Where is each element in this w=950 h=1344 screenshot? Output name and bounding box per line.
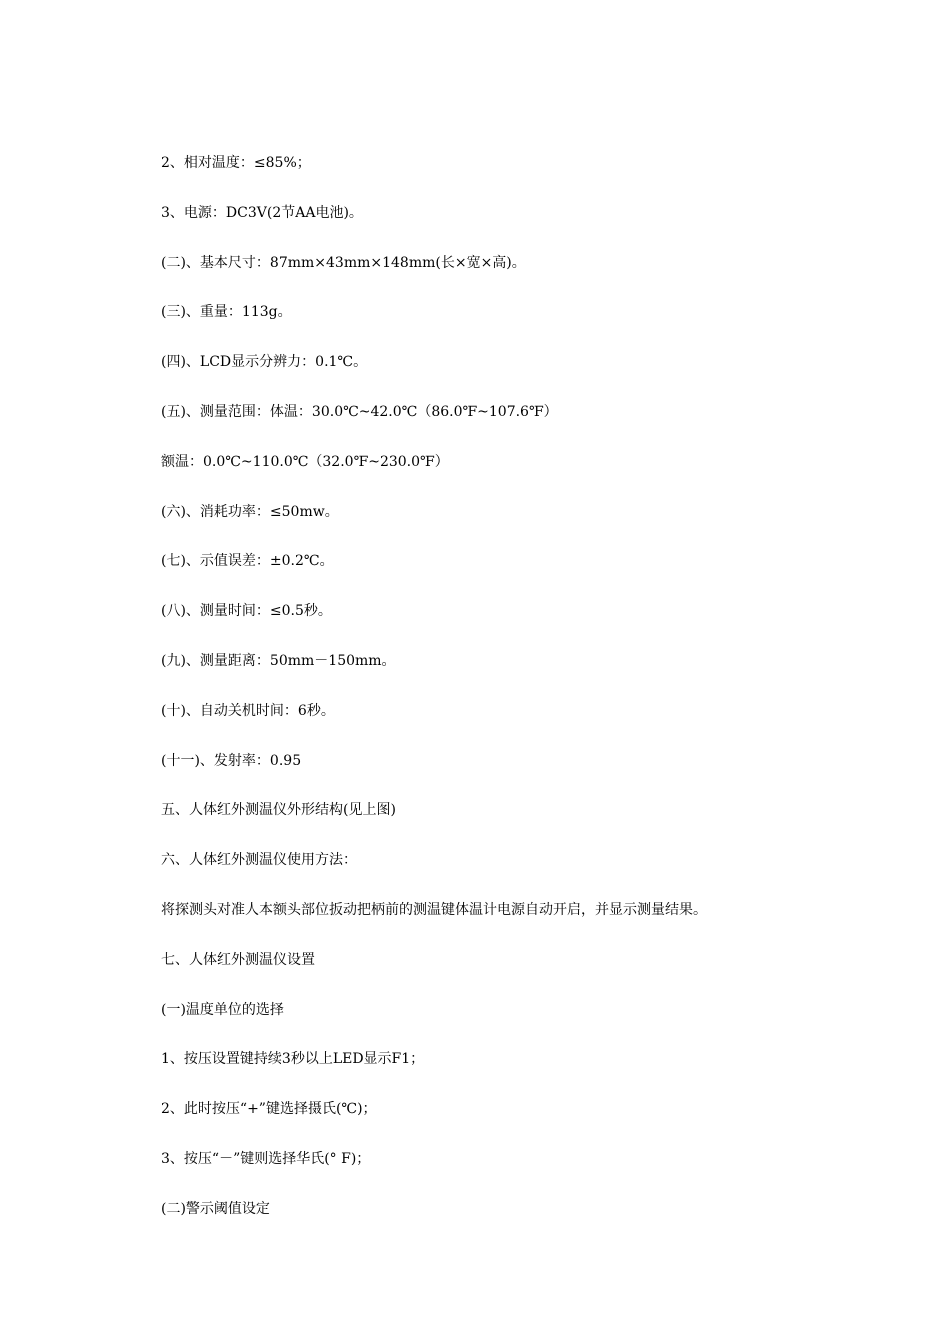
text-line-step-3: 3、按压“－”键则选择华氏(° F)；: [161, 1151, 371, 1167]
text-line-power-supply: 3、电源：DC3V(2节AA电池)。: [161, 205, 363, 221]
text-line-power-consumption: (六)、消耗功率：≤50mw。: [161, 504, 339, 520]
text-line-step-2: 2、此时按压“+”键选择摄氏(℃)；: [161, 1101, 377, 1117]
text-line-usage-instructions: 将探测头对准人本额头部位扳动把柄前的测温键体温计电源自动开启，并显示测量结果。: [161, 902, 707, 918]
subheading-temp-unit: (一)温度单位的选择: [161, 1002, 284, 1018]
section-heading-usage: 六、人体红外测温仪使用方法：: [161, 852, 357, 868]
text-line-measure-distance: (九)、测量距离：50mm－150mm。: [161, 653, 396, 669]
text-line-weight: (三)、重量：113g。: [161, 304, 292, 320]
text-line-dimensions: (二)、基本尺寸：87mm×43mm×148mm(长×宽×高)。: [161, 255, 526, 271]
text-line-error: (七)、示值误差：±0.2℃。: [161, 553, 334, 569]
text-line-forehead-temp-range: 额温：0.0℃~110.0℃（32.0℉~230.0℉）: [161, 454, 449, 470]
section-heading-settings: 七、人体红外测温仪设置: [161, 952, 315, 968]
section-heading-structure: 五、人体红外测温仪外形结构(见上图): [161, 802, 396, 818]
text-line-body-temp-range: (五)、测量范围：体温：30.0℃~42.0℃（86.0℉~107.6℉）: [161, 404, 558, 420]
text-line-step-1: 1、按压设置键持续3秒以上LED显示F1；: [161, 1051, 425, 1067]
subheading-alarm-threshold: (二)警示阈值设定: [161, 1201, 270, 1217]
text-line-lcd-resolution: (四)、LCD显示分辨力：0.1℃。: [161, 354, 368, 370]
text-line-humidity: 2、相对温度：≤85%；: [161, 155, 311, 171]
text-line-auto-off: (十)、自动关机时间：6秒。: [161, 703, 335, 719]
text-line-emissivity: (十一)、发射率：0.95: [161, 753, 302, 769]
text-line-measure-time: (八)、测量时间：≤0.5秒。: [161, 603, 332, 619]
